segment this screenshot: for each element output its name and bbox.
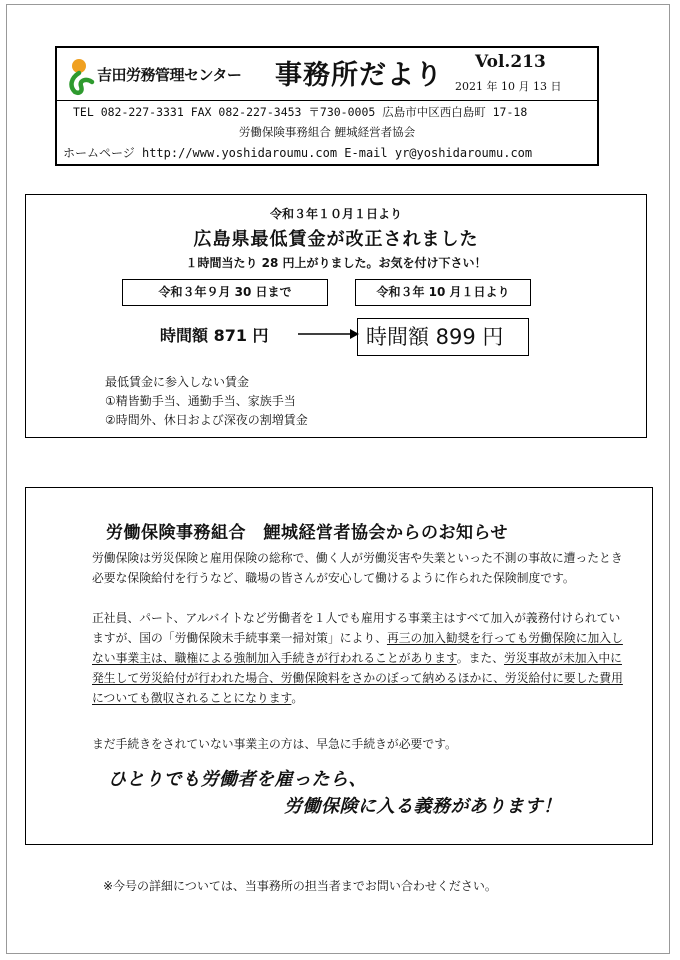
company-logo-icon <box>65 56 95 96</box>
footer-note: ※今号の詳細については、当事務所の担当者までお問い合わせください。 <box>103 879 497 893</box>
slogan-line-1: ひとりでも労働者を雇ったら、 <box>108 769 367 790</box>
effective-date: 令和３年１０月１日より <box>269 207 402 221</box>
volume-number: Vol.213 <box>475 52 546 72</box>
new-hourly-wage: 時間額 899 円 <box>357 318 529 356</box>
slogan-line-2: 労働保険に入る義務があります！ <box>284 796 562 817</box>
excluded-wages-heading: 最低賃金に参入しない賃金 <box>105 375 250 389</box>
excluded-wage-item-2: ②時間外、休日および深夜の割増賃金 <box>105 413 308 427</box>
wage-notice-title: 広島県最低賃金が改正されました <box>193 229 479 250</box>
insurance-notice-title: 労働保険事務組合 鯉城経営者協会からのお知らせ <box>106 523 508 543</box>
insurance-paragraph-2 <box>92 608 626 708</box>
labor-insurance-notice <box>25 487 653 845</box>
newsletter-header <box>55 46 599 166</box>
newsletter-title: 事務所だより <box>275 60 443 91</box>
para2-underlined-1: 再三の加入勧奨を行っても労働保険に加入しない事業主は、職権による強制加入手続きが行われることがあります <box>92 631 623 665</box>
affiliation: 労働保険事務組合 鯉城経営者協会 <box>238 125 416 139</box>
after-period-label: 令和３年 10 月１日より <box>355 279 531 306</box>
old-hourly-wage: 時間額 871 円 <box>160 326 269 345</box>
para2-middle: 。また、 <box>456 651 504 665</box>
contact-info: TEL 082-227-3331 FAX 082-227-3453 〒730-0005 広島市中区西白島町 17-18 <box>73 105 528 119</box>
insurance-paragraph-3: まだ手続きをされていない事業主の方は、早急に手続きが必要です。 <box>92 737 457 751</box>
wage-notice-subtitle: １時間当たり 28 円上がりました。お気を付け下さい！ <box>185 256 487 270</box>
para2-underlined-2: 労災事故が未加入中に発生して労災給付が行われた場合、労働保険料をさかのぼって納めるほかに、労災給付に要した費用についても徴収されることになります <box>92 651 623 705</box>
web-contact[interactable]: ホームページ http://www.yoshidaroumu.com E-mail yr@yoshidaroumu.com <box>63 146 533 160</box>
header-title-row <box>57 48 597 101</box>
insurance-paragraph-1: 労働保険は労災保険と雇用保険の総称で、働く人が労働災害や失業といった不測の事故に遭ったとき必要な保険給付を行うなど、職場の皆さんが安心して働けるように作られた保険制度です。 <box>92 551 623 585</box>
company-name: 吉田労務管理センター <box>97 66 242 84</box>
excluded-wage-item-1: ①精皆勤手当、通勤手当、家族手当 <box>105 394 296 408</box>
arrow-right-icon <box>298 323 360 345</box>
before-period-label: 令和３年９月 30 日まで <box>122 279 328 306</box>
issue-date: 2021 年 10 月 13 日 <box>455 80 562 93</box>
minimum-wage-notice <box>25 194 647 438</box>
para2-text: 正社員、パート、アルバイトなど労働者を１人でも雇用する事業主はすべて加入が義務付けられていますが、国の「労働保険未手続事業一掃対策」により、 <box>92 611 621 645</box>
para2-end: 。 <box>291 691 304 705</box>
